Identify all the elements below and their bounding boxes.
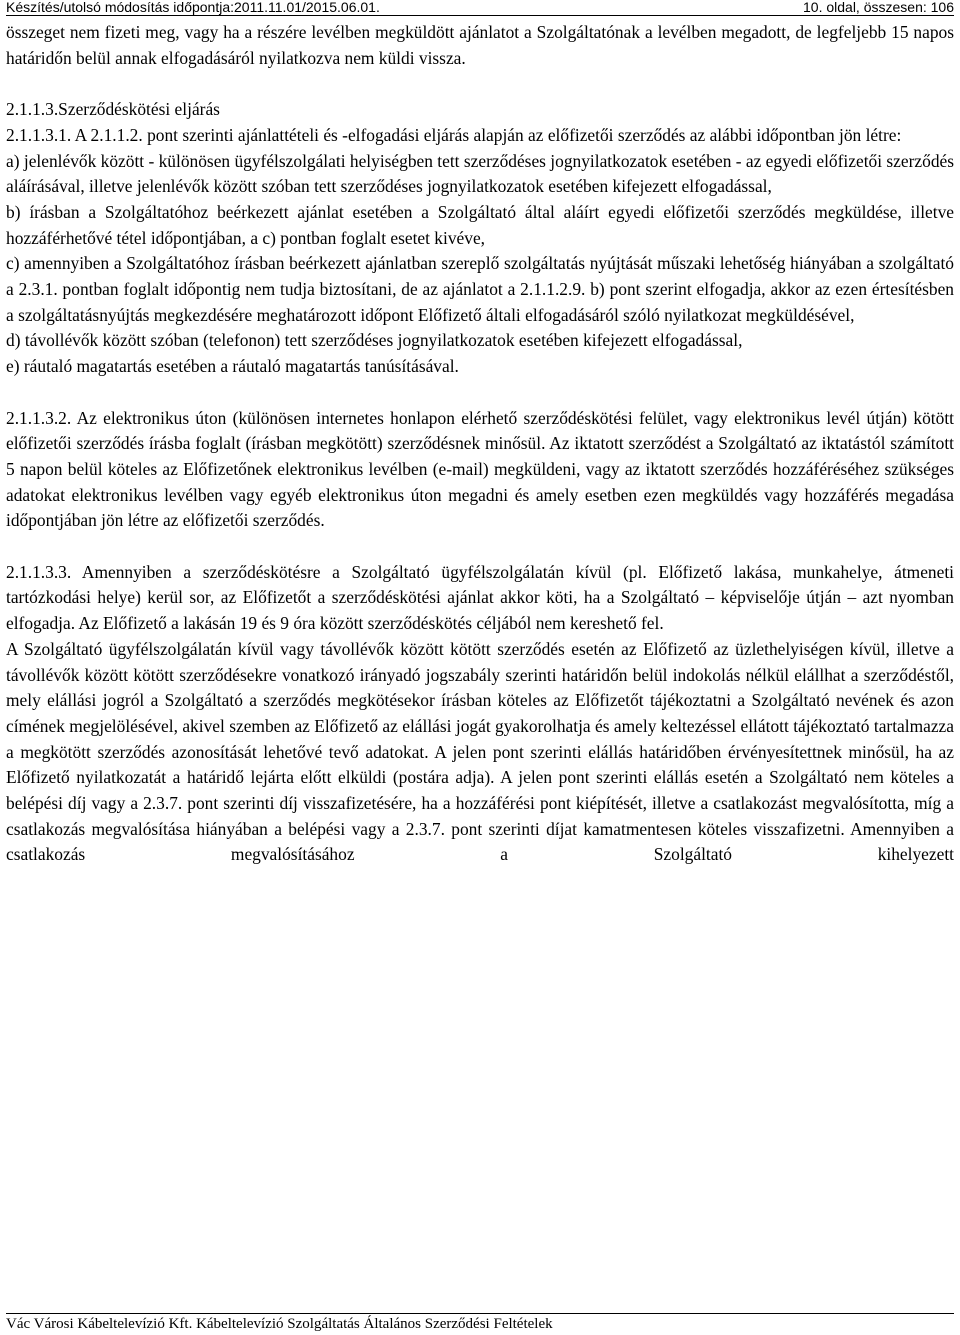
document-body	[6, 20, 954, 868]
list-item-e: e) ráutaló magatartás esetében a ráutaló magatartás tanúsításával.	[6, 356, 459, 377]
header-page-number: 10. oldal, összesen: 106	[803, 0, 954, 15]
section-heading: 2.1.1.3.Szerződéskötési eljárás	[6, 99, 220, 120]
list-item-a: a) jelenlévők között - különösen ügyfélszolgálati helyiségben tett szerződéses jognyilatkozatok esetében - az egyedi előfizetői szerződés aláírásával, illetve jelenlévők között szóban tett szerződéses jognyilatkozatok esetében kifejezett elfogadással,	[6, 150, 954, 197]
page-footer	[6, 1313, 954, 1333]
paragraph-gap	[6, 71, 954, 97]
page-header	[6, 0, 954, 16]
document-page	[6, 0, 954, 868]
header-rule	[6, 15, 954, 16]
paragraph-2-1-1-3-3: 2.1.1.3.3. Amennyiben a szerződéskötésre a Szolgáltató ügyfélszolgálatán kívül (pl. Előfizető lakása, munkahelye, átmeneti tartózkodási helye) kerül sor, az Előfizetőt a szerződéskötési ajánlat akkor köti, ha a Szolgáltató – képviselője útján – azt nyomban elfogadja. Az Előfizető a lakásán 19 és 9 óra között szerződéskötés céljából nem kereshető fel.	[6, 561, 954, 634]
paragraph-withdrawal-right: A Szolgáltató ügyfélszolgálatán kívül vagy távollévők között kötött szerződés esetén az Előfizető az üzlethelyiségen kívül, illetve a távollévők között kötött szerződésekre vonatkozó irányadó jogszabály szerinti határidőn belül indokolás nélkül elállhat a szerződéstől, mely elállási jogról a Szolgáltató a szerződés megkötésekor írásban köteles az Előfizetőt tájékoztatni a Szolgáltató nevének és azon címének megjelölésével, akivel szemben az Előfizető az elállási jogát gyakorolhatja és amely keltezéssel ellátott tájékoztató tartalmazza a megkötött szerződés azonosítását lehetővé tevő adatokat. A jelen pont szerinti elállás határidőben érvényesítettnek minősül, ha az Előfizető nyilatkozatát a határidő lejárta előtt elküldi (postára adja). A jelen pont szerinti elállás esetén a Szolgáltató nem köteles a belépési díj vagy a 2.3.7. pont szerinti díj visszafizetésére, ha a hozzáférési pont kiépítését, illetve a csatlakozást megvalósította, míg a csatlakozás megvalósítása hiányában a belépési vagy a 2.3.7. pont szerinti díjat kamatmentesen köteles visszafizetni. Amennyiben a csatlakozás megvalósításához a Szolgáltató kihelyezett	[6, 638, 954, 865]
footer-company-title: Vác Városi Kábeltelevízió Kft. Kábeltelevízió Szolgáltatás Általános Szerződési Feltételek	[6, 1316, 553, 1332]
header-modification-date: Készítés/utolsó módosítás időpontja:2011.11.01/2015.06.01.	[6, 0, 380, 15]
list-item-d: d) távollévők között szóban (telefonon) tett szerződéses jognyilatkozatok esetében kifejezett elfogadással,	[6, 330, 743, 351]
paragraph-gap	[6, 534, 954, 560]
list-item-b: b) írásban a Szolgáltatóhoz beérkezett ajánlat esetében a Szolgáltató által aláírt egyedi előfizetői szerződés megküldése, illetve hozzáférhetővé tétel időpontjában, a c) pontban foglalt esetet kivéve,	[6, 201, 954, 248]
paragraph-continuation: összeget nem fizeti meg, vagy ha a részére levélben megküldött ajánlatot a Szolgáltatónak a levélben megadott, de legfeljebb 15 napos határidőn belül annak elfogadásáról nyilatkozva nem küldi vissza.	[6, 22, 954, 68]
paragraph-gap	[6, 380, 954, 406]
list-item-c: c) amennyiben a Szolgáltatóhoz írásban beérkezett ajánlatban szereplő szolgáltatás nyújtását műszaki lehetőség hiányában a szolgáltató a 2.3.1. pontban foglalt időpontig nem tudja biztosítani, de az ajánlatot a 2.1.1.2.9. b) pont szerint elfogadja, akkor az ezen értesítésben a szolgáltatásnyújtás megkezdésére meghatározott időpont Előfizető általi elfogadásáról szóló nyilatkozat megküldésével,	[6, 253, 954, 325]
paragraph-2-1-1-3-1: 2.1.1.3.1. A 2.1.1.2. pont szerinti ajánlattételi és -elfogadási eljárás alapján az előfizetői szerződés az alábbi időpontban jön létre:	[6, 124, 902, 145]
paragraph-2-1-1-3-2: 2.1.1.3.2. Az elektronikus úton (különösen internetes honlapon elérhető szerződéskötési felület, vagy elektronikus levél útján) kötött előfizetői szerződés írásba foglalt (írásban megkötött) szerződésnek minősül. Az iktatott szerződést a Szolgáltató az iktatástól számított 5 napon belül köteles az Előfizetőnek elektronikus levélben (e-mail) megküldeni, vagy az iktatott szerződés hozzáféréséhez szükséges adatokat elektronikus levélben vagy egyéb elektronikus úton megadni és amely esetben ezen megküldés vagy hozzáférés megadása időpontjában jön létre az előfizetői szerződés.	[6, 407, 954, 531]
footer-rule	[6, 1313, 954, 1314]
